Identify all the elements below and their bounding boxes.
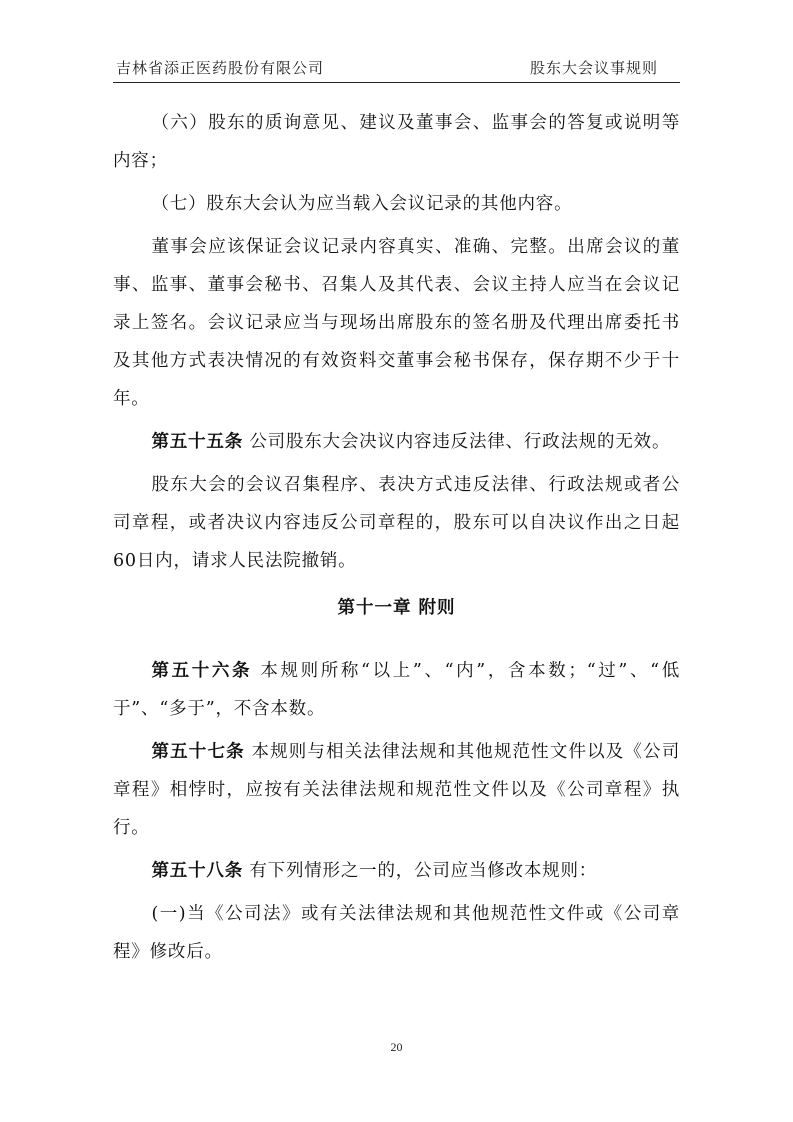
article-56-text: 本规则所称“以上”、“内”，含本数；“过”、“低于”、“多于”，不含本数。 (113, 661, 681, 719)
article-58-item-1: (一)当《公司法》或有关法律法规和其他规范性文件或《公司章程》修改后。 (113, 904, 680, 962)
article-57-text: 本规则与相关法律法规和其他规范性文件以及《公司章程》相悖时，应按有关法律法规和规范性文件以及《公司章程》执行。 (113, 742, 681, 838)
article-56 (113, 652, 680, 728)
article-58-text: 有下列情形之一的，公司应当修改本规则： (243, 861, 598, 881)
article-55-text: 公司股东大会决议内容违反法律、行政法规的无效。 (243, 432, 671, 452)
paragraph-item-6: （六）股东的质询意见、建议及董事会、监事会的答复或说明等内容； (113, 113, 680, 171)
article-58-label: 第五十八条 (151, 861, 243, 881)
header-company-name: 吉林省添正医药股份有限公司 (116, 59, 325, 77)
page-header (113, 56, 680, 83)
chapter-heading: 第十一章 附则 (337, 598, 456, 618)
article-55-label: 第五十五条 (151, 432, 243, 452)
page-number: 20 (390, 1040, 403, 1054)
article-55-continuation: 股东大会的会议召集程序、表决方式违反法律、行政法规或者公司章程，或者决议内容违反公司章程的，股东可以自决议作出之日起60日内，请求人民法院撤销。 (113, 475, 680, 571)
article-56-label: 第五十六条 (151, 661, 253, 681)
article-55 (113, 423, 680, 461)
header-document-title: 股东大会议事规则 (529, 59, 658, 77)
paragraph-item-7: （七）股东大会认为应当载入会议记录的其他内容。 (151, 194, 573, 214)
article-57-label: 第五十七条 (151, 742, 245, 762)
article-58 (113, 852, 680, 890)
paragraph-minutes-requirement: 董事会应该保证会议记录内容真实、准确、完整。出席会议的董事、监事、董事会秘书、召集人及其代表、会议主持人应当在会议记录上签名。会议记录应当与现场出席股东的签名册及代理出席委托书及其他方式表决情况的有效资料交董事会秘书保存，保存期不少于十年。 (113, 237, 680, 409)
article-57 (113, 733, 680, 847)
document-body (113, 104, 680, 976)
